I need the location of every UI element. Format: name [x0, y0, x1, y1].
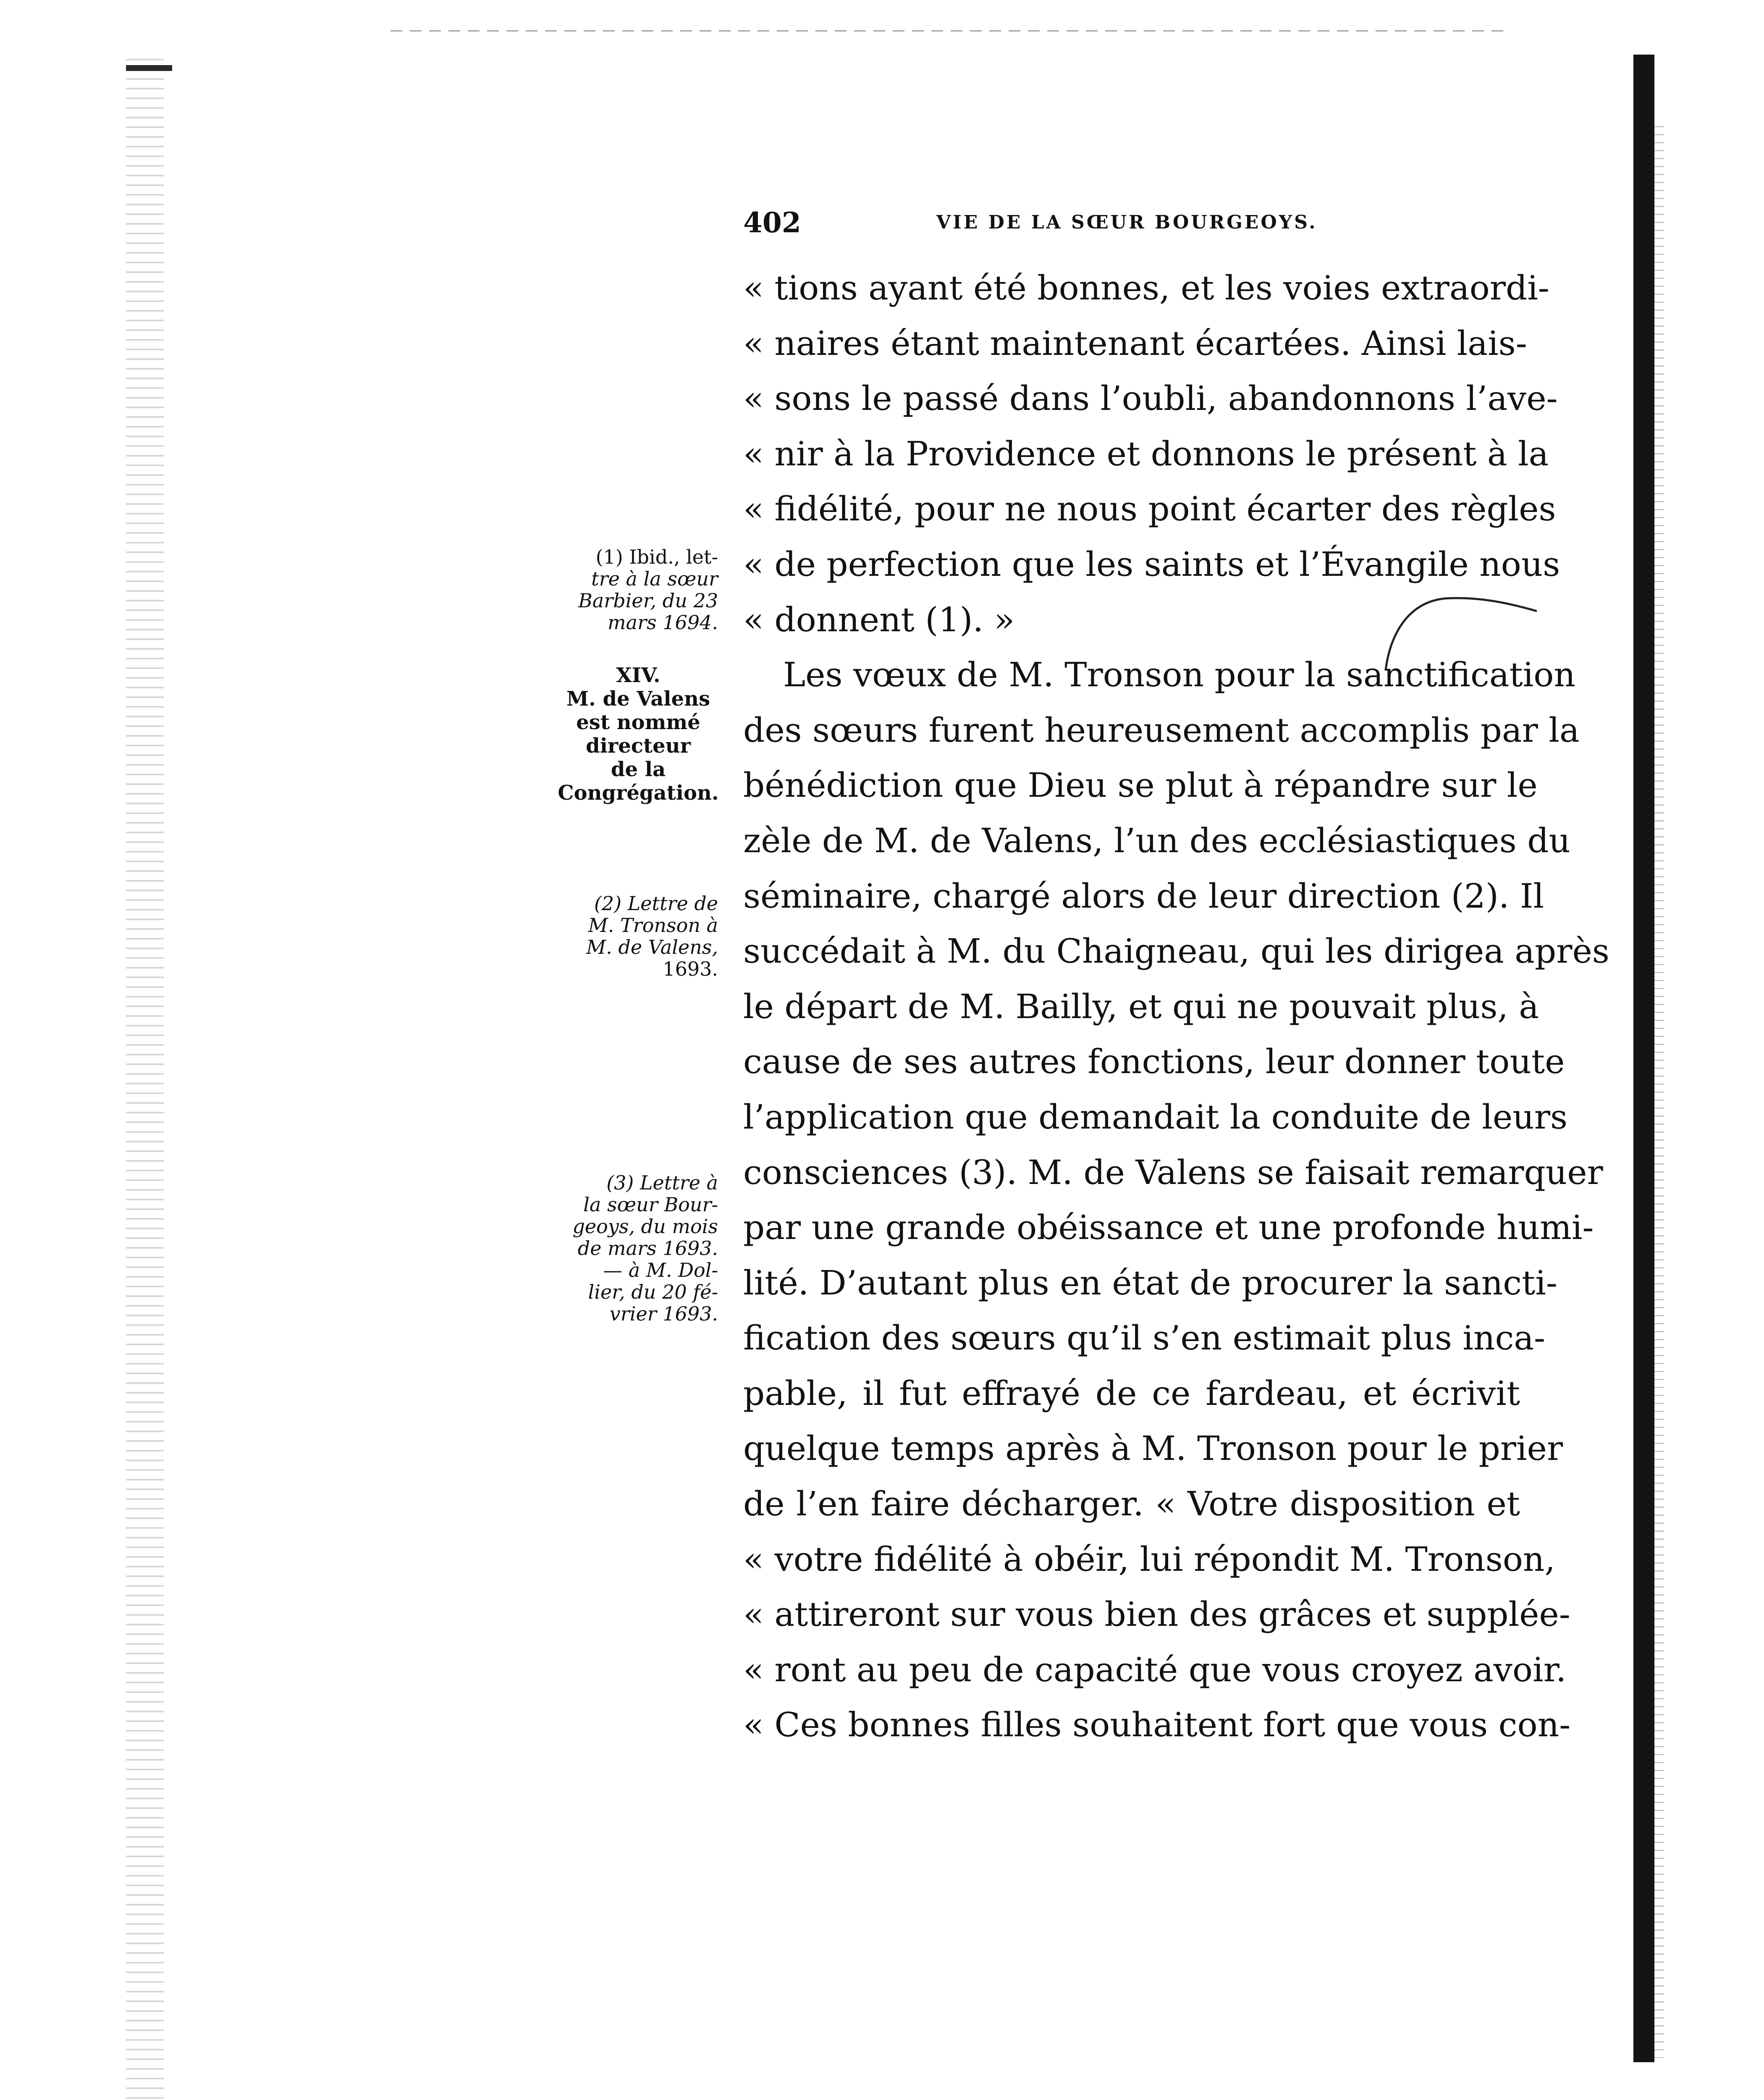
text-line: par une grande obéissance et une profonde humi-	[743, 1208, 1594, 1247]
summary-line: de la	[611, 758, 666, 781]
scan-right-edge-shadow	[1633, 55, 1654, 2062]
text-line: le départ de M. Bailly, et qui ne pouvait plus, à	[743, 987, 1539, 1026]
section-summary-note	[550, 664, 726, 805]
main-text-block	[743, 260, 1609, 1753]
summary-line: Congrégation.	[558, 781, 719, 805]
text-line: « donnent (1). »	[743, 600, 1015, 639]
text-line: « Ces bonnes filles souhaitent fort que vous con-	[743, 1705, 1571, 1745]
scan-left-edge-noise	[126, 59, 164, 2100]
text-line: zèle de M. de Valens, l’un des ecclésiastiques du	[743, 821, 1570, 860]
margin-note-line: tre à la sœur	[591, 567, 718, 590]
scan-left-edge-mark	[126, 65, 172, 71]
text-line: succédait à M. du Chaigneau, qui les dirigea après	[743, 932, 1609, 971]
text-line: consciences (3). M. de Valens se faisait remarquer	[743, 1152, 1603, 1192]
margin-note-3	[542, 1172, 718, 1325]
text-line: cause de ses autres fonctions, leur donner toute	[743, 1042, 1565, 1082]
text-line: « naires étant maintenant écartées. Ainsi lais-	[743, 323, 1527, 363]
text-line: « sons le passé dans l’oubli, abandonnons l’ave-	[743, 379, 1558, 418]
text-line: lité. D’autant plus en état de procurer la sancti-	[743, 1263, 1557, 1302]
scan-top-rule	[391, 30, 1503, 32]
text-line: l’application que demandait la conduite de leurs	[743, 1097, 1568, 1137]
margin-note-line: M. Tronson à	[588, 914, 718, 937]
margin-note-line: M. de Valens,	[586, 936, 718, 958]
margin-note-line: — à M. Dol-	[603, 1259, 718, 1281]
margin-note-line: (2) Lettre de	[594, 892, 718, 915]
margin-note-line: 1693.	[663, 958, 718, 980]
text-line: « nir à la Providence et donnons le présent à la	[743, 434, 1549, 473]
margin-note-line: (3) Lettre à	[606, 1171, 718, 1194]
margin-note-line: (1) Ibid., let-	[595, 546, 718, 568]
margin-note-line: Barbier, du 23	[578, 589, 718, 612]
margin-note-1	[542, 546, 718, 633]
text-line: des sœurs furent heureusement accomplis par la	[743, 710, 1580, 750]
text-line: « votre fidélité à obéir, lui répondit M. Tronson,	[743, 1539, 1555, 1579]
scan-right-edge-speckle	[1654, 126, 1664, 2058]
running-head-title: VIE DE LA SŒUR BOURGEOYS.	[936, 212, 1318, 233]
text-line: Les vœux de M. Tronson pour la sanctification	[783, 655, 1575, 695]
section-number: XIV.	[616, 664, 661, 687]
running-head	[743, 202, 1381, 244]
text-line: de l’en faire décharger. « Votre disposition et	[743, 1484, 1520, 1524]
summary-line: est nommé	[576, 711, 700, 734]
summary-line: directeur	[586, 734, 691, 758]
text-line: « ront au peu de capacité que vous croyez avoir.	[743, 1650, 1567, 1689]
margin-note-line: lier, du 20 fé-	[588, 1281, 718, 1303]
margin-note-line: mars 1694.	[608, 611, 718, 634]
text-line: fication des sœurs qu’il s’en estimait plus inca-	[743, 1318, 1545, 1358]
margin-note-line: geoys, du mois	[572, 1215, 718, 1238]
text-line: « de perfection que les saints et l’Évangile nous	[743, 544, 1560, 584]
text-line: pable, il fut effrayé de ce fardeau, et écrivit	[743, 1373, 1520, 1413]
text-line: « tions ayant été bonnes, et les voies extraordi-	[743, 268, 1549, 307]
margin-note-line: vrier 1693.	[609, 1302, 718, 1325]
margin-note-line: la sœur Bour-	[583, 1193, 718, 1216]
text-line: bénédiction que Dieu se plut à répandre sur le	[743, 766, 1538, 805]
page-number: 402	[743, 206, 801, 239]
summary-line: M. de Valens	[566, 687, 710, 711]
text-line: séminaire, chargé alors de leur direction (2). Il	[743, 876, 1544, 916]
text-line: « attireront sur vous bien des grâces et supplée-	[743, 1595, 1570, 1634]
margin-note-2	[542, 892, 718, 980]
text-line: « fidélité, pour ne nous point écarter des règles	[743, 489, 1556, 529]
margin-note-line: de mars 1693.	[577, 1237, 718, 1260]
text-line: quelque temps après à M. Tronson pour le prier	[743, 1429, 1563, 1468]
